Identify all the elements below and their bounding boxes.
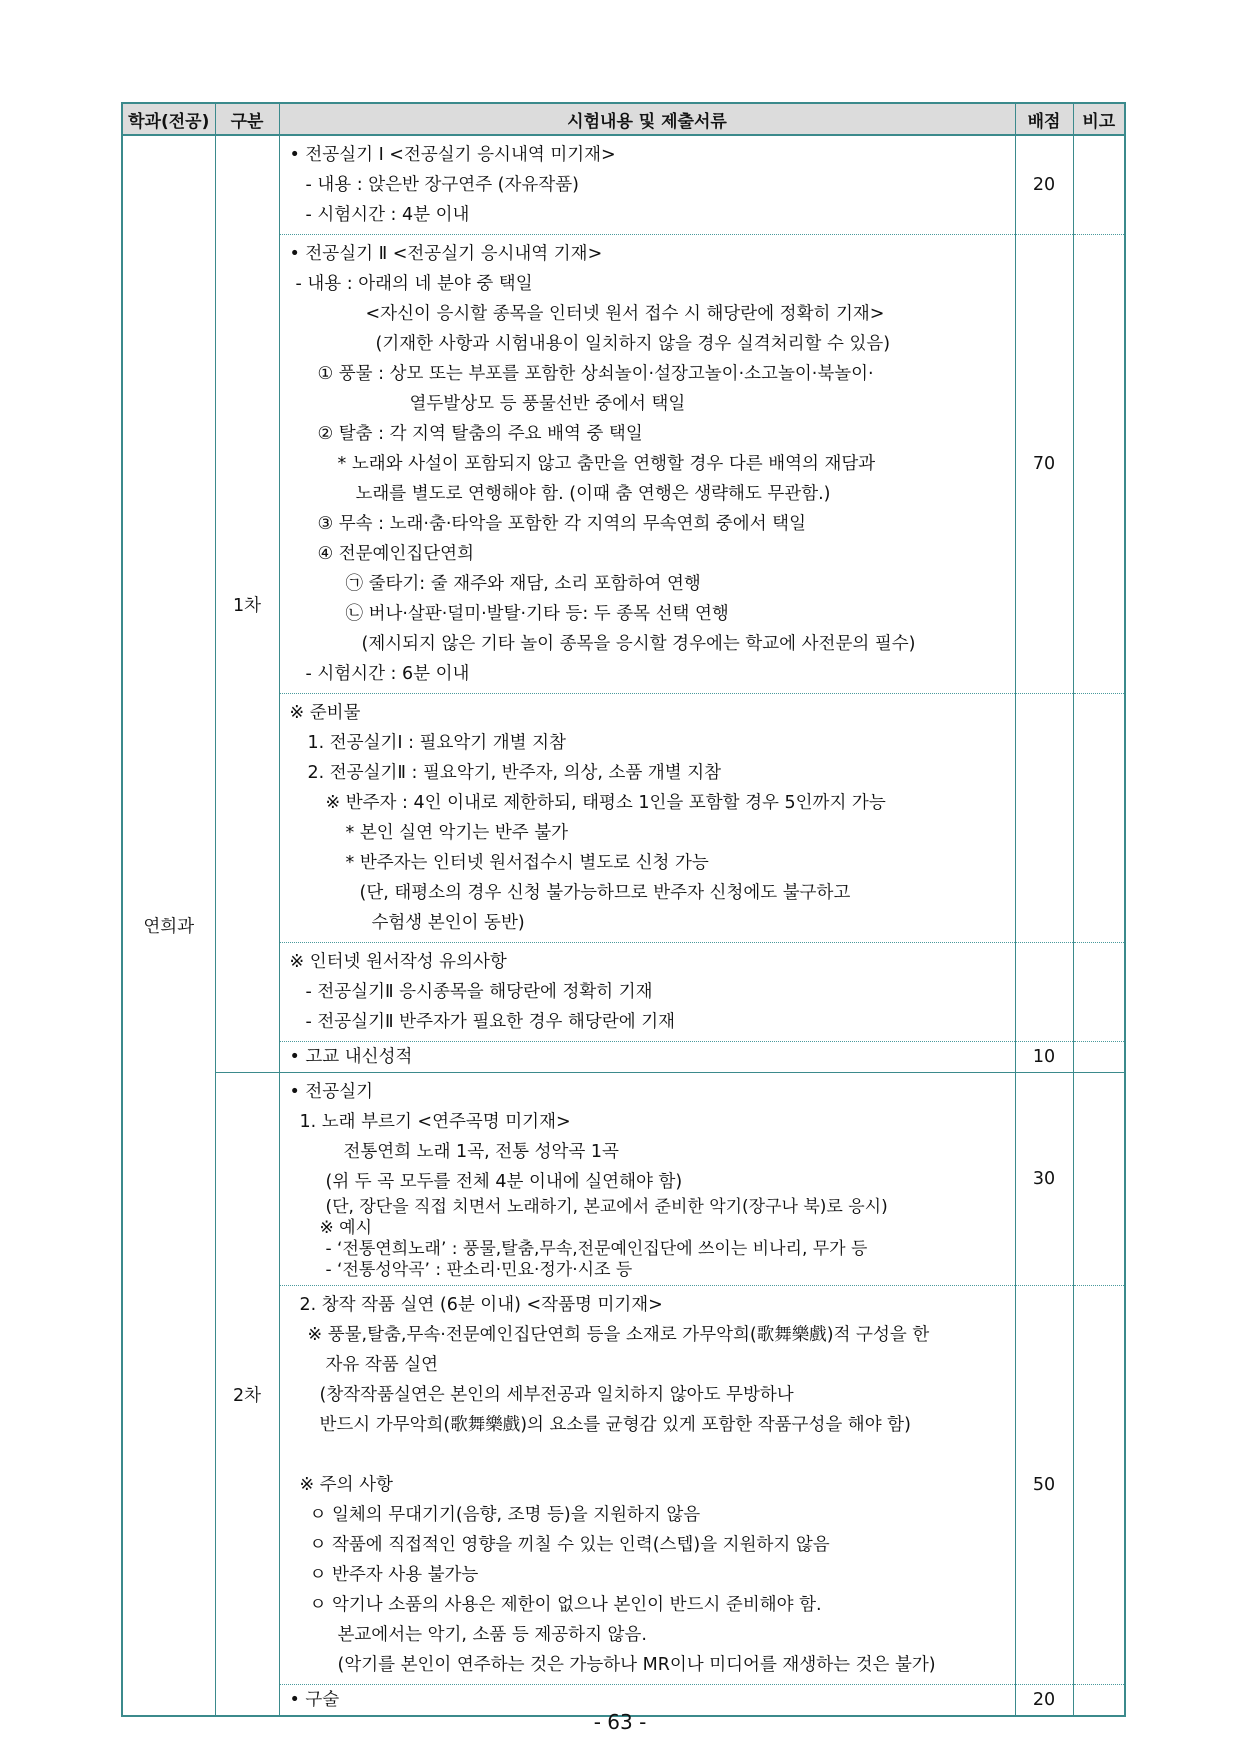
r2-s2-score: 50 [1015,1286,1073,1685]
r1-s4-note [1073,943,1125,1042]
text-line: * 반주자는 인터넷 원서접수시 별도로 신청 가능 [345,853,709,873]
round2-label: 2차 [215,1073,279,1717]
r1-s4-content [279,943,1015,1042]
text-line: (단, 태평소의 경우 신청 불가능하므로 반주자 신청에도 불구하고 [359,883,851,903]
r1-s2-score: 70 [1015,235,1073,694]
text-line: (단, 장단을 직접 치면서 노래하기, 본교에서 준비한 악기(장구나 북)로 응시) [325,1197,888,1217]
r1-s5-note [1073,1042,1125,1073]
r2-s2-note [1073,1286,1125,1685]
exam-table [121,102,1126,1717]
text-line: 1. 전공실기Ⅰ : 필요악기 개별 지참 [307,733,566,753]
spacer [290,1440,1015,1470]
header-content: 시험내용 및 제출서류 [279,103,1015,135]
r2-s1-score: 30 [1015,1073,1073,1286]
header-score: 배점 [1015,103,1073,135]
r1-s5-score: 10 [1015,1042,1073,1073]
header-dept: 학과(전공) [122,103,215,135]
text-line: * 본인 실연 악기는 반주 불가 [345,823,569,843]
header-division: 구분 [215,103,279,135]
text-line: ㉠ 줄타기: 줄 재주와 재담, 소리 포함하여 연행 [345,574,701,594]
text-line: 수험생 본인이 동반) [371,913,525,933]
r2-s1-content [279,1073,1015,1286]
text-line: - 전공실기Ⅱ 반주자가 필요한 경우 해당란에 기재 [305,1012,675,1032]
text-line: • 전공실기 [289,1082,374,1102]
text-line: ※ 주의 사항 [299,1475,393,1495]
text-line: <자신이 응시할 종목을 인터넷 원서 접수 시 해당란에 정확히 기재> [365,304,885,324]
text-line: - 내용 : 앉은반 장구연주 (자유작품) [305,175,579,195]
text-line: • 고교 내신성적 [289,1047,413,1067]
text-line: ㅇ 악기나 소품의 사용은 제한이 없으나 본인이 반드시 준비해야 함. [309,1595,822,1615]
r2-section-1 [122,1073,1125,1286]
text-line: ※ 예시 [319,1218,372,1238]
text-line: 본교에서는 악기, 소품 등 제공하지 않음. [337,1625,647,1645]
r1-s1-content [279,135,1015,235]
text-line: 노래를 별도로 연행해야 함. (이때 춤 연행은 생략해도 무관함.) [355,484,831,504]
text-line: - 전공실기Ⅱ 응시종목을 해당란에 정확히 기재 [305,982,653,1002]
text-line: • 전공실기 Ⅱ <전공실기 응시내역 기재> [289,244,603,264]
header-note: 비고 [1073,103,1125,135]
r1-s5-content [279,1042,1015,1073]
text-line: ② 탈춤 : 각 지역 탈춤의 주요 배역 중 택일 [317,424,643,444]
text-line: ③ 무속 : 노래·춤·타악을 포함한 각 지역의 무속연희 중에서 택일 [317,514,806,534]
r1-s4-score [1015,943,1073,1042]
round1-label: 1차 [215,135,279,1073]
text-line: 열두발상모 등 풍물선반 중에서 택일 [409,394,686,414]
text-line: ㅇ 일체의 무대기기(음향, 조명 등)을 지원하지 않음 [309,1505,701,1525]
text-line: ㉡ 버나·살판·덜미·발탈·기타 등: 두 종목 선택 연행 [345,604,729,624]
r1-s2-content [279,235,1015,694]
text-line: 1. 노래 부르기 <연주곡명 미기재> [299,1112,571,1132]
text-line: 2. 전공실기Ⅱ : 필요악기, 반주자, 의상, 소품 개별 지참 [307,763,722,783]
r2-s2-content [279,1286,1015,1685]
text-line: (기재한 사항과 시험내용이 일치하지 않을 경우 실격처리할 수 있음) [375,334,891,354]
text-line: (제시되지 않은 기타 놀이 종목을 응시할 경우에는 학교에 사전문의 필수) [361,634,916,654]
r1-s2-note [1073,235,1125,694]
r1-s3-note [1073,694,1125,943]
r1-s3-content [279,694,1015,943]
text-line: 자유 작품 실연 [325,1355,439,1375]
r1-s3-score [1015,694,1073,943]
text-line: (악기를 본인이 연주하는 것은 가능하나 MR이나 미디어를 재생하는 것은 불가) [337,1655,936,1675]
text-line: - 내용 : 아래의 네 분야 중 택일 [295,274,533,294]
text-line: ④ 전문예인집단연희 [317,544,474,564]
text-line: (창작작품실연은 본인의 세부전공과 일치하지 않아도 무방하나 [319,1385,794,1405]
page-number: - 63 - [593,1710,647,1734]
r1-section-1 [122,135,1125,235]
text-line: • 전공실기 Ⅰ <전공실기 응시내역 미기재> [289,145,616,165]
text-line: (위 두 곡 모두를 전체 4분 이내에 실연해야 함) [325,1172,683,1192]
text-line: - ‘전통연희노래’ : 풍물,탈춤,무속,전문예인집단에 쓰이는 비나리, 무가 등 [325,1239,868,1259]
text-line: ㅇ 반주자 사용 불가능 [309,1565,479,1585]
text-line: • 구술 [289,1690,340,1710]
text-line: ※ 반주자 : 4인 이내로 제한하되, 태평소 1인을 포함할 경우 5인까지 가능 [325,793,886,813]
text-line: ※ 풍물,탈춤,무속·전문예인집단연희 등을 소재로 가무악희(歌舞樂戲)적 구성을 한 [307,1325,930,1345]
text-line: ※ 준비물 [289,703,361,723]
text-line: ※ 인터넷 원서작성 유의사항 [289,952,507,972]
r1-s1-note [1073,135,1125,235]
text-line: * 노래와 사설이 포함되지 않고 춤만을 연행할 경우 다른 배역의 재담과 [337,454,876,474]
text-line: 2. 창작 작품 실연 (6분 이내) <작품명 미기재> [299,1295,663,1315]
r2-s3-score: 20 [1015,1685,1073,1717]
r1-s1-score: 20 [1015,135,1073,235]
text-line: - ‘전통성악곡’ : 판소리·민요·정가·시조 등 [325,1260,633,1280]
text-line: ㅇ 작품에 직접적인 영향을 끼칠 수 있는 인력(스텝)을 지원하지 않음 [309,1535,830,1555]
dept-cell: 연희과 [122,135,215,1716]
text-line: - 시험시간 : 4분 이내 [305,205,470,225]
header-row [122,103,1125,135]
text-line: - 시험시간 : 6분 이내 [305,664,470,684]
text-line: 전통연희 노래 1곡, 전통 성악곡 1곡 [343,1142,619,1162]
text-line: 반드시 가무악희(歌舞樂戲)의 요소를 균형감 있게 포함한 작품구성을 해야 함) [319,1415,911,1435]
text-line: ① 풍물 : 상모 또는 부포를 포함한 상쇠놀이·설장고놀이·소고놀이·북놀이· [317,364,874,384]
r2-s1-note [1073,1073,1125,1286]
